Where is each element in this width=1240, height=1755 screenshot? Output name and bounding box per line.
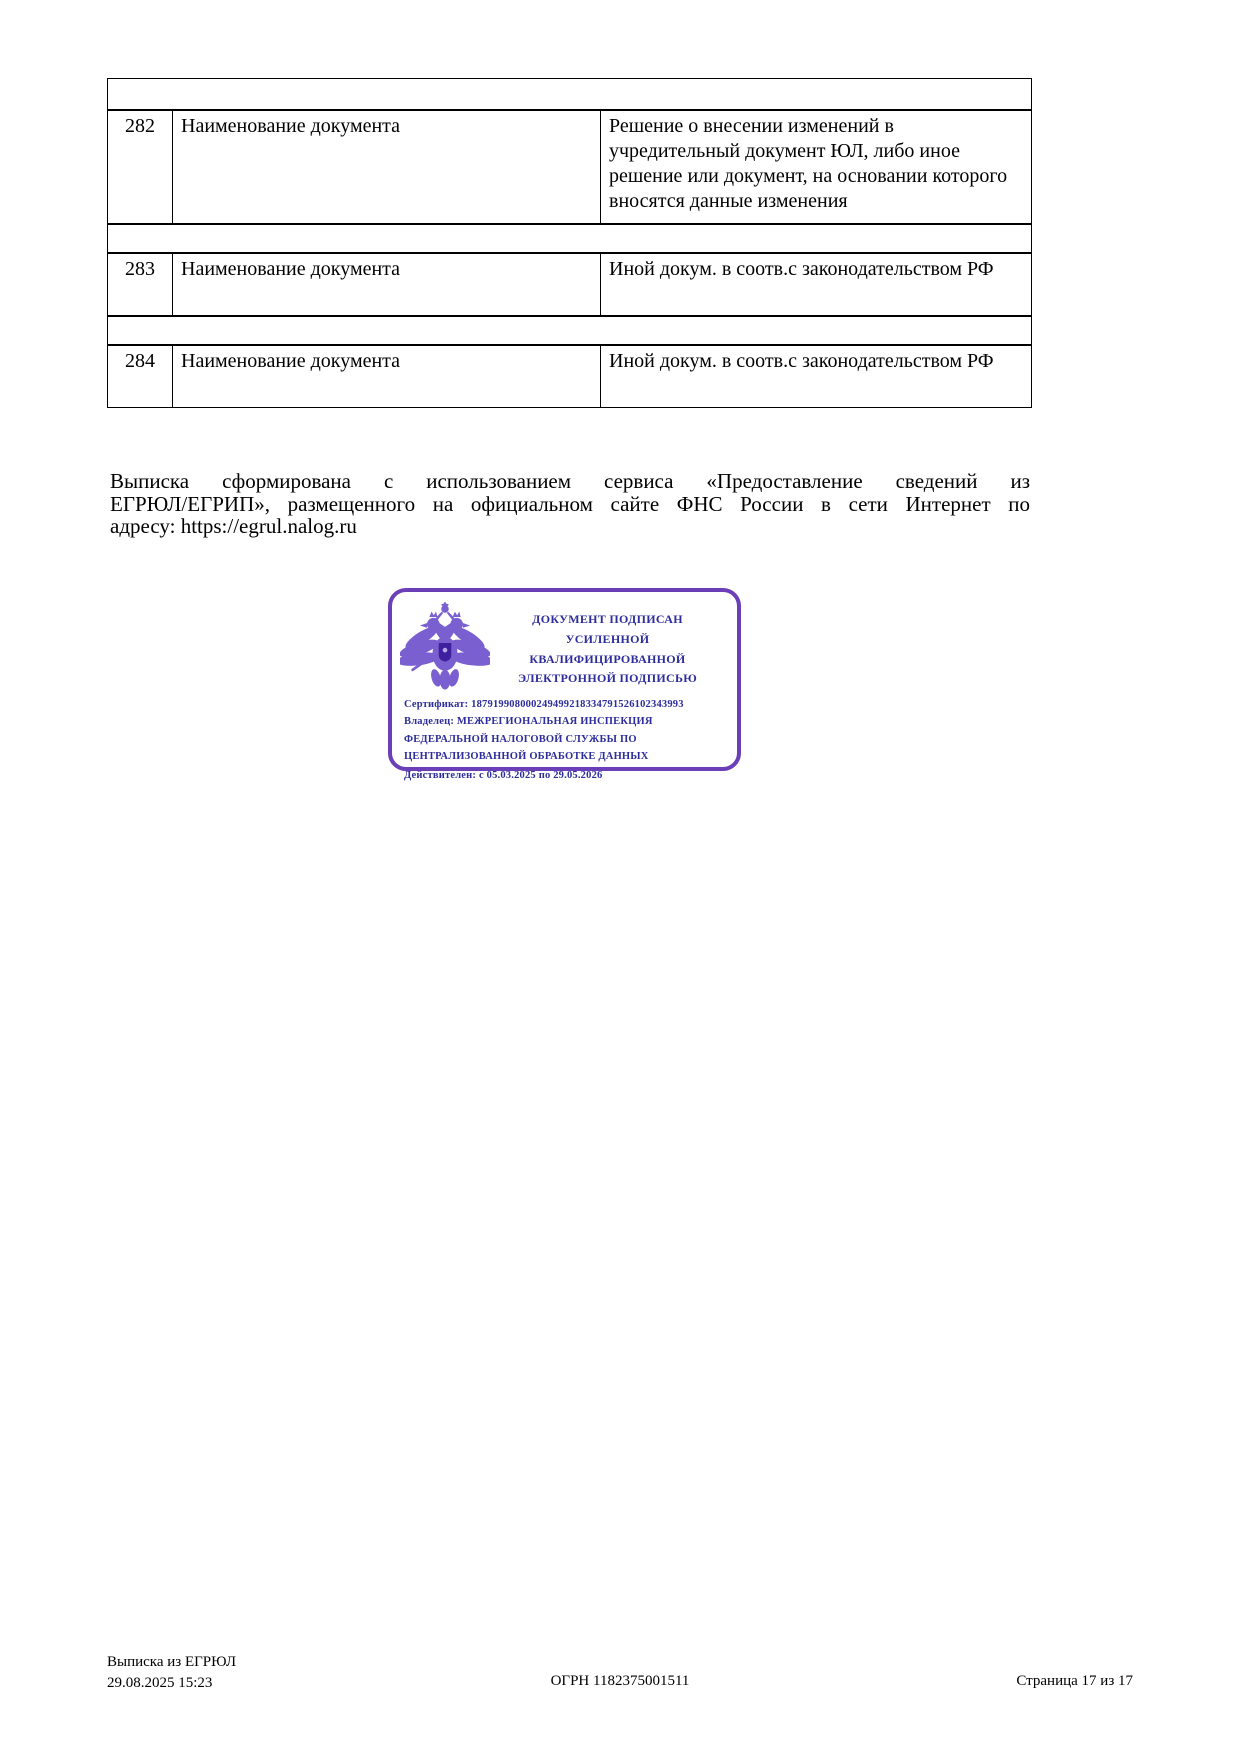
attribute-label: Наименование документа xyxy=(173,346,601,407)
attribute-value: Иной докум. в соотв.с законодательством РФ xyxy=(609,258,994,280)
attribute-value: Решение о внесении изменений в учредительный документ ЮЛ, либо иное решение или документ, на основании которого вносятся данные изменения xyxy=(609,115,1008,212)
row-number: 282 xyxy=(108,111,173,223)
table-empty-header-row xyxy=(108,79,1031,111)
stamp-title xyxy=(490,610,725,689)
row-number: 284 xyxy=(108,346,173,407)
stamp-certificate-number: Сертификат: 187919908000249499218334791526102343993 xyxy=(404,699,684,710)
stamp-validity-period: Действителен: с 05.03.2025 по 29.05.2026 xyxy=(404,770,603,782)
attribute-value: Иной докум. в соотв.с законодательством РФ xyxy=(609,350,994,372)
paragraph-line: ЕГРЮЛ/ЕГРИП», размещенного на официальном сайте ФНС России в сети Интернет по xyxy=(110,491,1030,516)
document-attributes-table xyxy=(107,78,1032,408)
footer-datetime: 29.08.2025 15:23 xyxy=(107,1675,213,1691)
attribute-label: Наименование документа xyxy=(173,111,601,223)
table-spacer-row xyxy=(108,223,1031,254)
row-number: 283 xyxy=(108,254,173,315)
paragraph-line-url: адресу: https://egrul.nalog.ru xyxy=(110,514,357,538)
electronic-signature-stamp xyxy=(388,588,741,782)
table-row xyxy=(108,111,1031,223)
footer-ogrn: ОГРН 1182375001511 xyxy=(550,1673,690,1689)
table-row xyxy=(108,254,1031,315)
paragraph-line: Выписка сформирована с использованием сервиса «Предоставление сведений из xyxy=(110,469,1030,493)
table-spacer-row xyxy=(108,315,1031,346)
russia-coat-of-arms-eagle-icon xyxy=(400,600,490,694)
stamp-header xyxy=(400,598,725,694)
extract-source-paragraph xyxy=(110,470,1030,538)
footer-page-number: Страница 17 из 17 xyxy=(1016,1673,1133,1689)
stamp-details xyxy=(404,696,725,785)
footer-doc-type: Выписка из ЕГРЮЛ xyxy=(107,1654,236,1670)
stamp-title-line: ЭЛЕКТРОННОЙ ПОДПИСЬЮ xyxy=(517,671,698,686)
stamp-title-line: ДОКУМЕНТ ПОДПИСАН xyxy=(532,612,683,626)
stamp-title-line: УСИЛЕННОЙ КВАЛИФИЦИРОВАННОЙ xyxy=(529,631,686,666)
table-row xyxy=(108,346,1031,407)
stamp-owner: Владелец: МЕЖРЕГИОНАЛЬНАЯ ИНСПЕКЦИЯ ФЕДЕРАЛЬНОЙ НАЛОГОВОЙ СЛУЖБЫ ПО ЦЕНТРАЛИЗОВАННОЙ ОБРАБОТКЕ ДАННЫХ xyxy=(404,716,653,762)
attribute-label: Наименование документа xyxy=(173,254,601,315)
